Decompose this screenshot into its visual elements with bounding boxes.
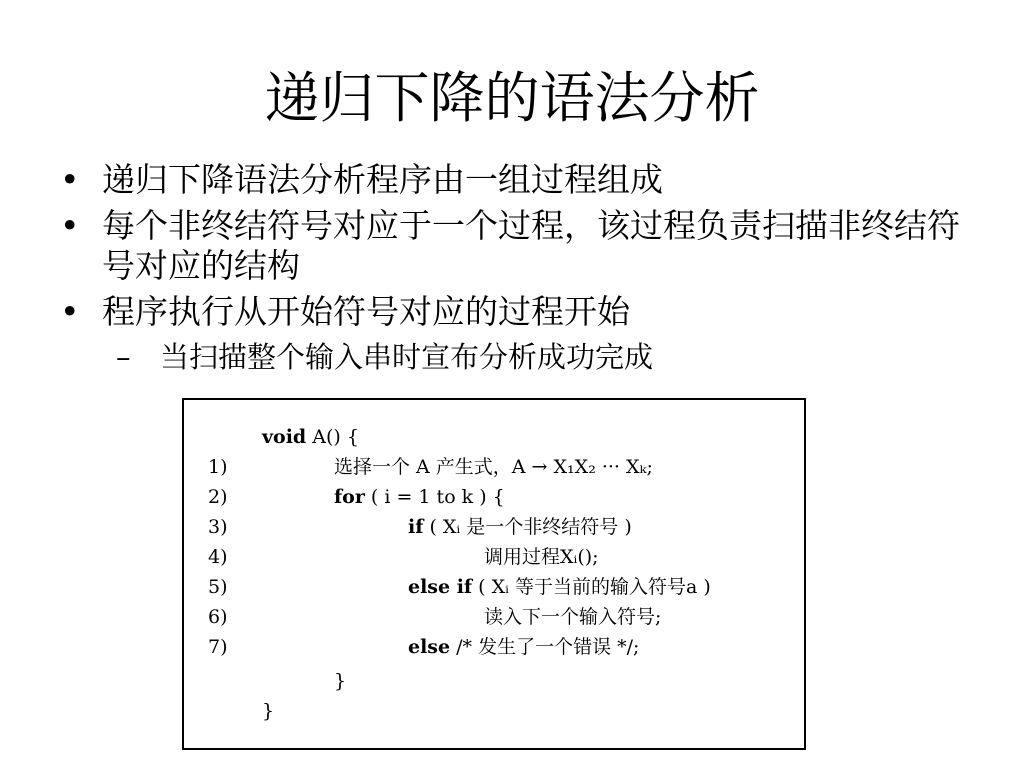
line-number: 4) bbox=[208, 546, 228, 568]
line-number: 6) bbox=[208, 606, 228, 628]
code-line-6 bbox=[184, 602, 804, 632]
sub-bullet-marker: – bbox=[116, 340, 131, 374]
bullet-text: 程序执行从开始符号对应的过程开始 bbox=[102, 292, 630, 331]
code-text bbox=[334, 482, 505, 512]
code-keyword: else bbox=[408, 636, 451, 658]
sub-bullet-list bbox=[102, 338, 978, 376]
code-text: 选择一个 A 产生式，A → X₁X₂ ··· Xₖ; bbox=[334, 456, 653, 478]
code-line-7 bbox=[184, 632, 804, 662]
code-line-2 bbox=[184, 482, 804, 512]
code-rest: ( Xᵢ 等于当前的输入符号a ) bbox=[472, 576, 711, 598]
sub-bullet-text: 当扫描整个输入串时宣布分析成功完成 bbox=[160, 340, 654, 374]
code-keyword: else if bbox=[408, 576, 473, 598]
code-text: 读入下一个输入符号; bbox=[484, 606, 662, 628]
bullet-item bbox=[58, 206, 978, 286]
code-keyword: for bbox=[334, 486, 365, 508]
code-line-4 bbox=[184, 542, 804, 572]
line-number: 2) bbox=[208, 486, 228, 508]
bullet-marker: • bbox=[60, 206, 80, 245]
line-number: 7) bbox=[208, 636, 228, 658]
sub-bullet-item bbox=[116, 338, 978, 376]
bullet-marker: • bbox=[60, 160, 80, 199]
code-line-5 bbox=[184, 572, 804, 602]
sub-bullet-container bbox=[58, 338, 978, 376]
bullet-item bbox=[58, 160, 978, 200]
code-rest: ( Xᵢ 是一个非终结符号 ) bbox=[423, 516, 632, 538]
line-number: 3) bbox=[208, 516, 228, 538]
code-rest: ( i = 1 to k ) { bbox=[364, 486, 505, 508]
code-text bbox=[408, 632, 639, 662]
code-header-rest: A() { bbox=[306, 426, 359, 448]
bullet-text: 每个非终结符号对应于一个过程，该过程负责扫描非终结符号对应的结构 bbox=[102, 206, 960, 285]
bullet-item bbox=[58, 292, 978, 332]
line-number: 1) bbox=[208, 456, 228, 478]
closing-brace: } bbox=[262, 700, 275, 722]
closing-brace: } bbox=[334, 670, 347, 692]
code-close-outer bbox=[184, 696, 804, 726]
code-keyword: void bbox=[262, 426, 307, 448]
pseudocode-box bbox=[182, 398, 806, 750]
code-line-1 bbox=[184, 452, 804, 482]
code-close-inner bbox=[184, 666, 804, 696]
code-keyword: if bbox=[408, 516, 424, 538]
slide-title: 递归下降的语法分析 bbox=[264, 66, 760, 130]
line-number: 5) bbox=[208, 576, 228, 598]
code-text bbox=[408, 512, 632, 542]
code-header-line bbox=[184, 422, 804, 452]
bullet-text: 递归下降语法分析程序由一组过程组成 bbox=[102, 160, 663, 199]
code-header bbox=[262, 422, 359, 452]
bullet-marker: • bbox=[60, 292, 80, 331]
code-text: 调用过程Xᵢ(); bbox=[484, 546, 599, 568]
code-line-3 bbox=[184, 512, 804, 542]
bullet-list bbox=[58, 160, 978, 382]
code-rest: /* 发生了一个错误 */; bbox=[450, 636, 640, 658]
code-text bbox=[408, 572, 711, 602]
